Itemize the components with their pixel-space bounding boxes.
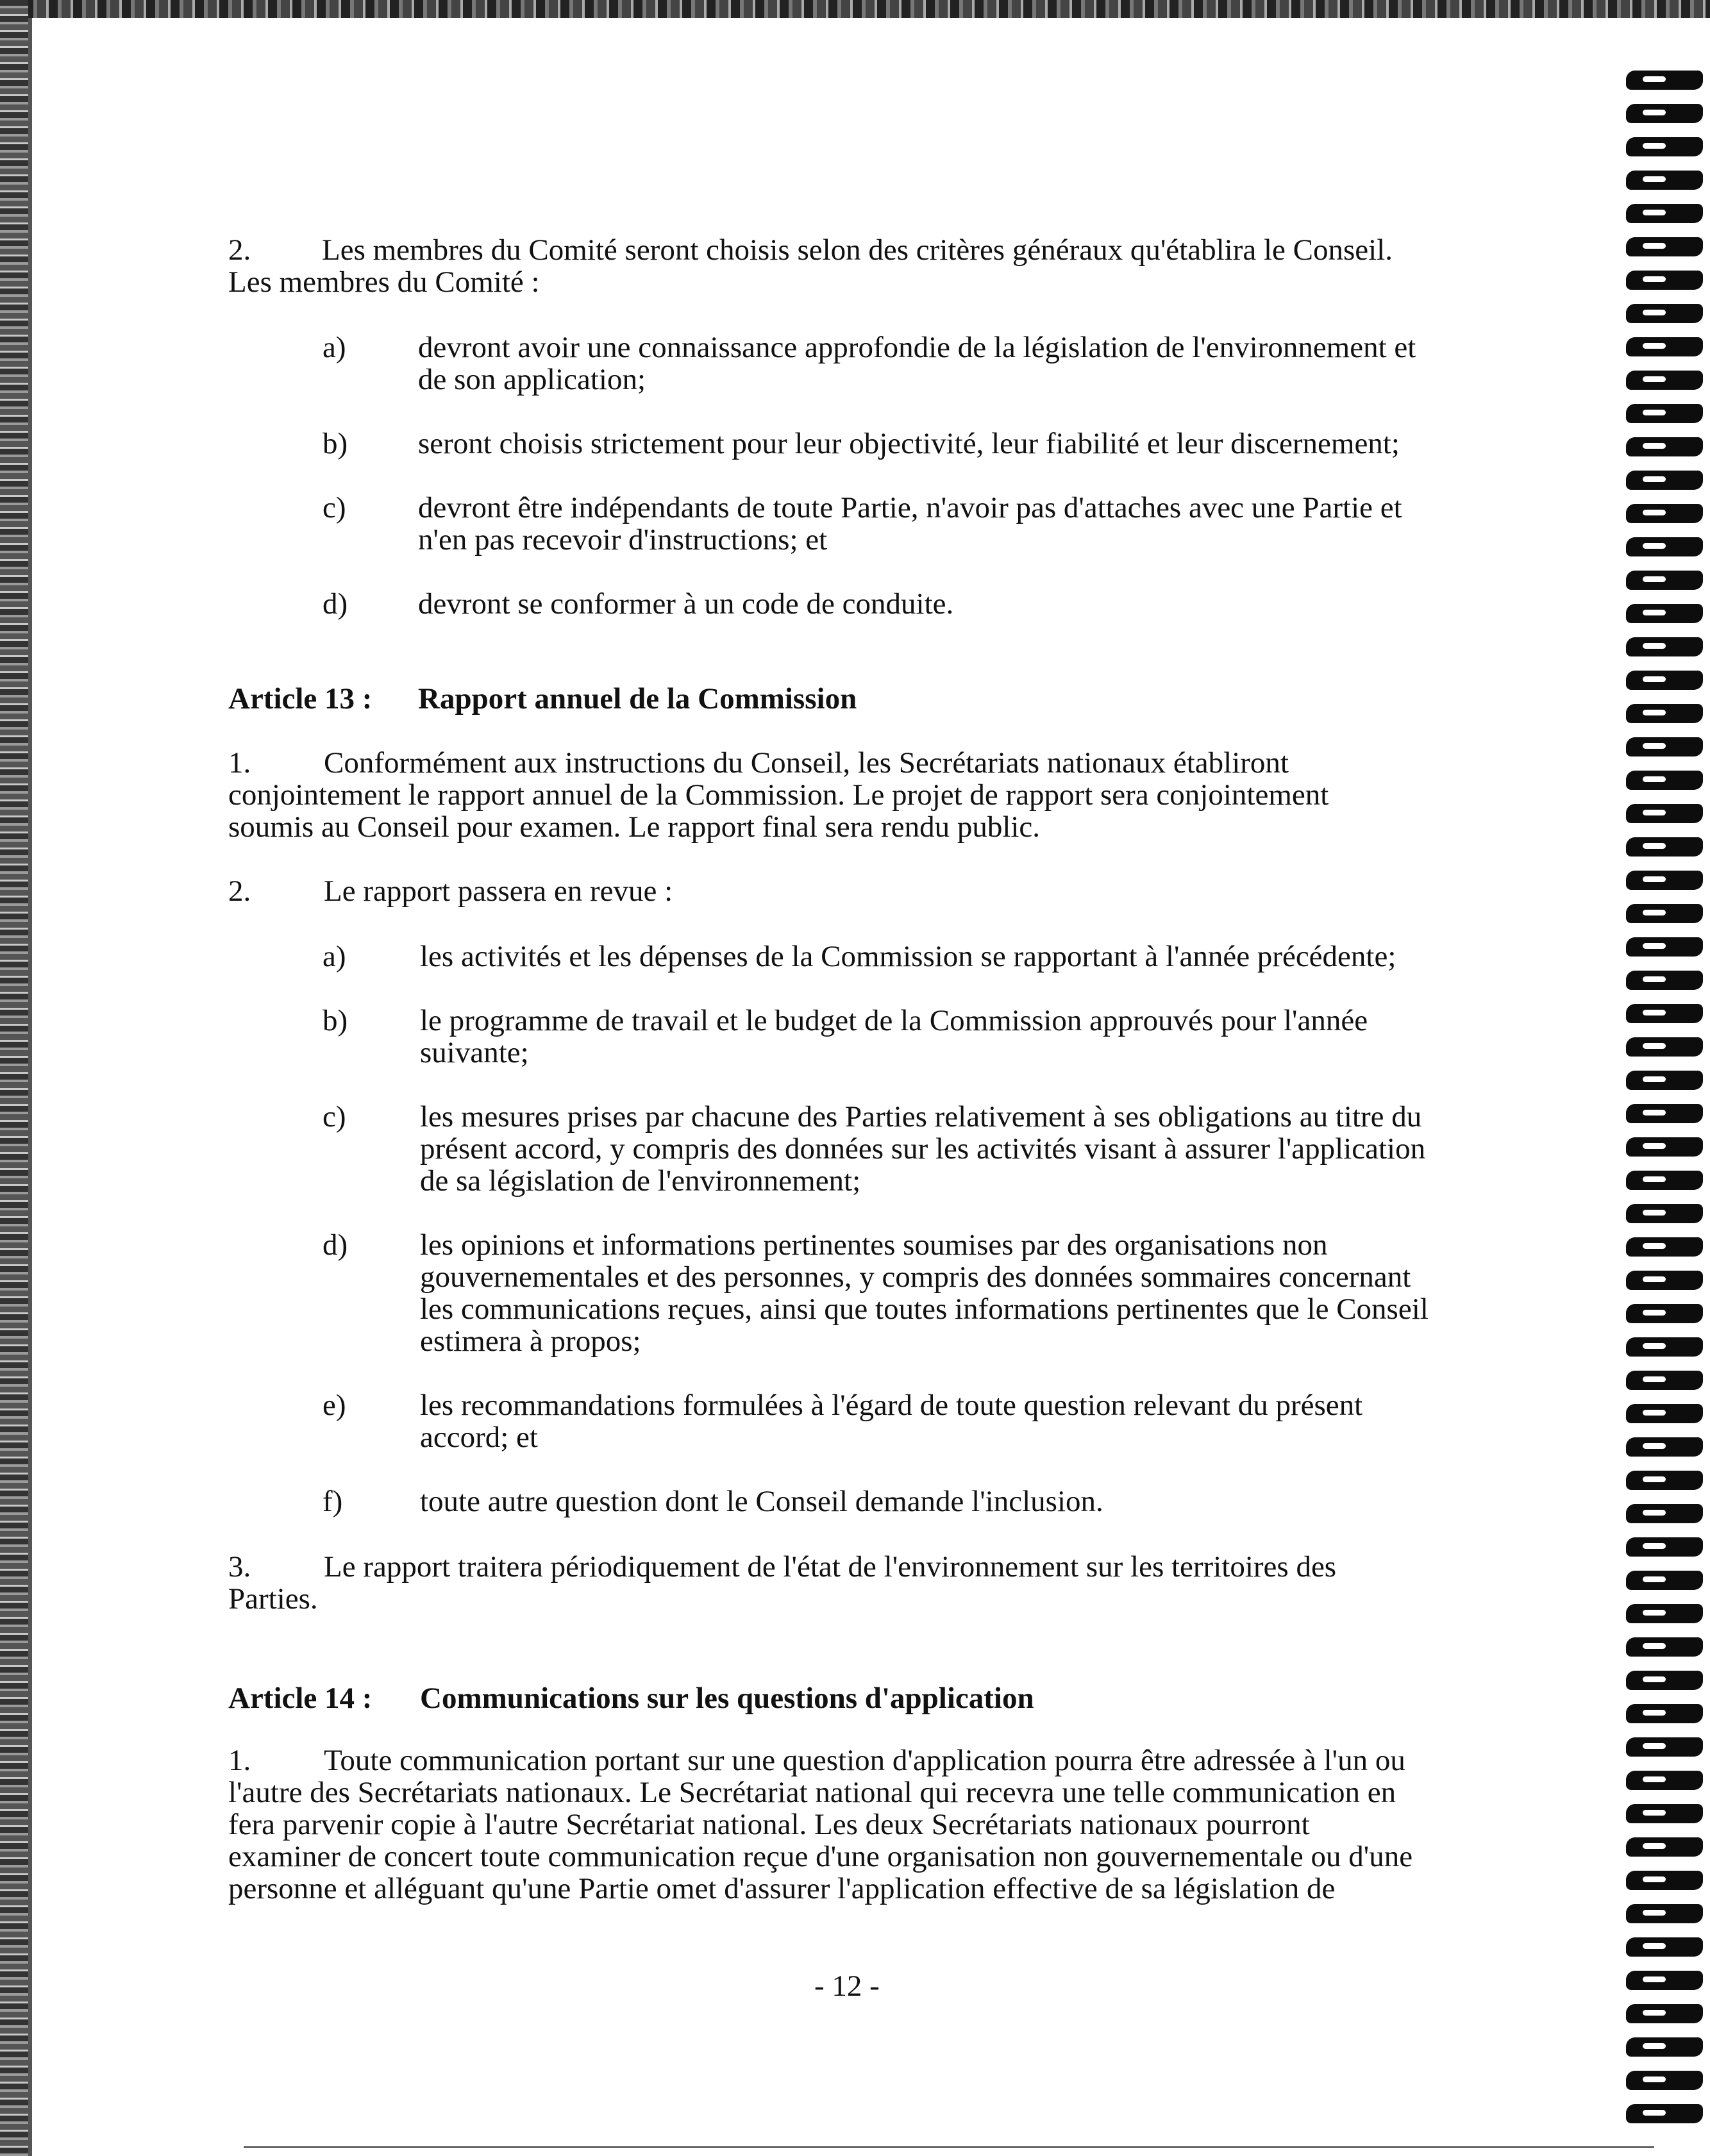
- binding-coil: [1626, 1371, 1703, 1390]
- binding-coil: [1626, 1937, 1703, 1957]
- paragraph-text: Conformément aux instructions du Conseil, les Secrétariats nationaux établiront: [324, 746, 1289, 780]
- binding-coil: [1626, 1271, 1703, 1290]
- binding-coil: [1626, 1104, 1703, 1123]
- binding-coil: [1626, 2071, 1703, 2090]
- list-item-text: suivante;: [420, 1036, 529, 1069]
- list-label: f): [323, 1485, 343, 1518]
- list-item-text: les recommandations formulées à l'égard de toute question relevant du présent: [420, 1389, 1363, 1422]
- binding-coil: [1626, 1337, 1703, 1357]
- list-item-text: devront avoir une connaissance approfondie de la législation de l'environnement et: [418, 331, 1416, 364]
- binding-coil: [1626, 137, 1703, 156]
- binding-coil: [1626, 637, 1703, 656]
- list-label: c): [323, 1100, 346, 1133]
- binding-coil: [1626, 1404, 1703, 1423]
- binding-coil: [1626, 304, 1703, 323]
- binding-coil: [1626, 1804, 1703, 1823]
- binding-coil: [1626, 1437, 1703, 1457]
- paragraph-text: fera parvenir copie à l'autre Secrétariat national. Les deux Secrétariats nationaux pourront: [228, 1808, 1310, 1841]
- binding-coil: [1626, 171, 1703, 190]
- binding-coil: [1626, 2004, 1703, 2023]
- list-item-text: gouvernementales et des personnes, y compris des données sommaires concernant: [420, 1260, 1411, 1294]
- list-item-text: n'en pas recevoir d'instructions; et: [418, 523, 828, 556]
- list-item-text: accord; et: [420, 1421, 538, 1454]
- binding-coil: [1626, 1071, 1703, 1090]
- paragraph-text: Le rapport passera en revue :: [324, 874, 673, 908]
- list-item-text: toute autre question dont le Conseil demande l'inclusion.: [420, 1485, 1103, 1518]
- paragraph-text: Toute communication portant sur une question d'application pourra être adressée à l'un ou: [324, 1744, 1405, 1777]
- spiral-binding: [1622, 71, 1710, 2154]
- paragraph-number: 3.: [228, 1550, 251, 1584]
- binding-coil: [1626, 2104, 1703, 2123]
- binding-coil: [1626, 1037, 1703, 1057]
- list-item-text: les opinions et informations pertinentes soumises par des organisations non: [420, 1228, 1328, 1262]
- binding-coil: [1626, 1737, 1703, 1757]
- binding-coil: [1626, 1504, 1703, 1523]
- scan-left-edge: [0, 0, 28, 2156]
- binding-coil: [1626, 571, 1703, 590]
- binding-coil: [1626, 1671, 1703, 1690]
- paragraph-text: Les membres du Comité seront choisis selon des critères généraux qu'établira le Conseil.: [322, 233, 1393, 267]
- binding-coil: [1626, 1571, 1703, 1590]
- binding-coil: [1626, 1137, 1703, 1157]
- paragraph-number: 2.: [228, 874, 251, 908]
- binding-coil: [1626, 1704, 1703, 1723]
- list-item-text: de son application;: [418, 363, 646, 396]
- binding-coil: [1626, 837, 1703, 857]
- binding-coil: [1626, 337, 1703, 356]
- list-item-text: devront se conformer à un code de conduite.: [418, 587, 954, 621]
- list-item-text: les communications reçues, ainsi que toutes informations pertinentes que le Conseil: [420, 1292, 1429, 1326]
- binding-coil: [1626, 471, 1703, 490]
- scan-left-shadow: [28, 18, 32, 2156]
- binding-coil: [1626, 1604, 1703, 1623]
- list-item-text: les mesures prises par chacune des Parties relativement à ses obligations au titre du: [420, 1100, 1422, 1133]
- page-number: - 12 -: [814, 1969, 880, 2003]
- binding-coil: [1626, 937, 1703, 957]
- binding-coil: [1626, 1904, 1703, 1923]
- binding-coil: [1626, 871, 1703, 890]
- binding-coil: [1626, 404, 1703, 423]
- scan-top-edge: [0, 0, 1710, 18]
- list-label: c): [323, 491, 346, 524]
- list-item-text: les activités et les dépenses de la Commission se rapportant à l'année précédente;: [420, 940, 1396, 973]
- paragraph-number: 2.: [228, 233, 251, 267]
- binding-coil: [1626, 1537, 1703, 1557]
- list-label: b): [323, 427, 348, 460]
- list-label: d): [323, 587, 348, 621]
- binding-coil: [1626, 904, 1703, 923]
- binding-coil: [1626, 104, 1703, 123]
- binding-coil: [1626, 771, 1703, 790]
- paragraph-text: l'autre des Secrétariats nationaux. Le Secrétariat national qui recevra une telle communication en: [228, 1776, 1396, 1809]
- binding-coil: [1626, 2037, 1703, 2057]
- list-label: b): [323, 1004, 348, 1037]
- binding-coil: [1626, 71, 1703, 90]
- binding-coil: [1626, 671, 1703, 690]
- binding-coil: [1626, 271, 1703, 290]
- binding-coil: [1626, 604, 1703, 623]
- binding-coil: [1626, 204, 1703, 223]
- paragraph-text: Le rapport traitera périodiquement de l'état de l'environnement sur les territoires des: [324, 1550, 1337, 1584]
- binding-coil: [1626, 1204, 1703, 1223]
- list-label: e): [323, 1389, 346, 1422]
- paragraph-text: Les membres du Comité :: [228, 265, 540, 299]
- binding-coil: [1626, 1771, 1703, 1790]
- binding-coil: [1626, 1837, 1703, 1857]
- binding-coil: [1626, 1971, 1703, 1990]
- binding-coil: [1626, 1237, 1703, 1257]
- list-item-text: estimera à propos;: [420, 1325, 641, 1358]
- paragraph-text: conjointement le rapport annuel de la Commission. Le projet de rapport sera conjointement: [228, 778, 1329, 812]
- binding-coil: [1626, 237, 1703, 256]
- paragraph-number: 1.: [228, 746, 251, 780]
- article-label: Article 13 :: [228, 682, 373, 715]
- list-label: a): [323, 331, 346, 364]
- binding-coil: [1626, 1871, 1703, 1890]
- article-title: Communications sur les questions d'application: [420, 1682, 1034, 1715]
- binding-coil: [1626, 1637, 1703, 1657]
- paragraph-text: personne et alléguant qu'une Partie omet d'assurer l'application effective de sa législation de: [228, 1872, 1336, 1905]
- binding-coil: [1626, 737, 1703, 756]
- binding-coil: [1626, 1171, 1703, 1190]
- binding-coil: [1626, 504, 1703, 523]
- binding-coil: [1626, 1471, 1703, 1490]
- binding-coil: [1626, 371, 1703, 390]
- binding-coil: [1626, 437, 1703, 456]
- binding-coil: [1626, 537, 1703, 556]
- scan-bottom-edge: [244, 2146, 1654, 2148]
- paragraph-number: 1.: [228, 1744, 251, 1777]
- list-item-text: de sa législation de l'environnement;: [420, 1164, 861, 1198]
- article-title: Rapport annuel de la Commission: [418, 682, 857, 715]
- paragraph-text: soumis au Conseil pour examen. Le rapport final sera rendu public.: [228, 810, 1041, 844]
- article-label: Article 14 :: [228, 1682, 373, 1715]
- list-label: a): [323, 940, 346, 973]
- list-item-text: présent accord, y compris des données sur les activités visant à assurer l'application: [420, 1132, 1426, 1166]
- paragraph-text: examiner de concert toute communication reçue d'une organisation non gouvernementale ou d'une: [228, 1840, 1413, 1873]
- binding-coil: [1626, 971, 1703, 990]
- list-label: d): [323, 1228, 348, 1262]
- paragraph-text: Parties.: [228, 1582, 318, 1616]
- list-item-text: le programme de travail et le budget de la Commission approuvés pour l'année: [420, 1004, 1368, 1037]
- list-item-text: seront choisis strictement pour leur objectivité, leur fiabilité et leur discernement;: [418, 427, 1400, 460]
- binding-coil: [1626, 1004, 1703, 1023]
- binding-coil: [1626, 804, 1703, 823]
- binding-coil: [1626, 1304, 1703, 1323]
- binding-coil: [1626, 704, 1703, 723]
- list-item-text: devront être indépendants de toute Partie, n'avoir pas d'attaches avec une Partie et: [418, 491, 1402, 524]
